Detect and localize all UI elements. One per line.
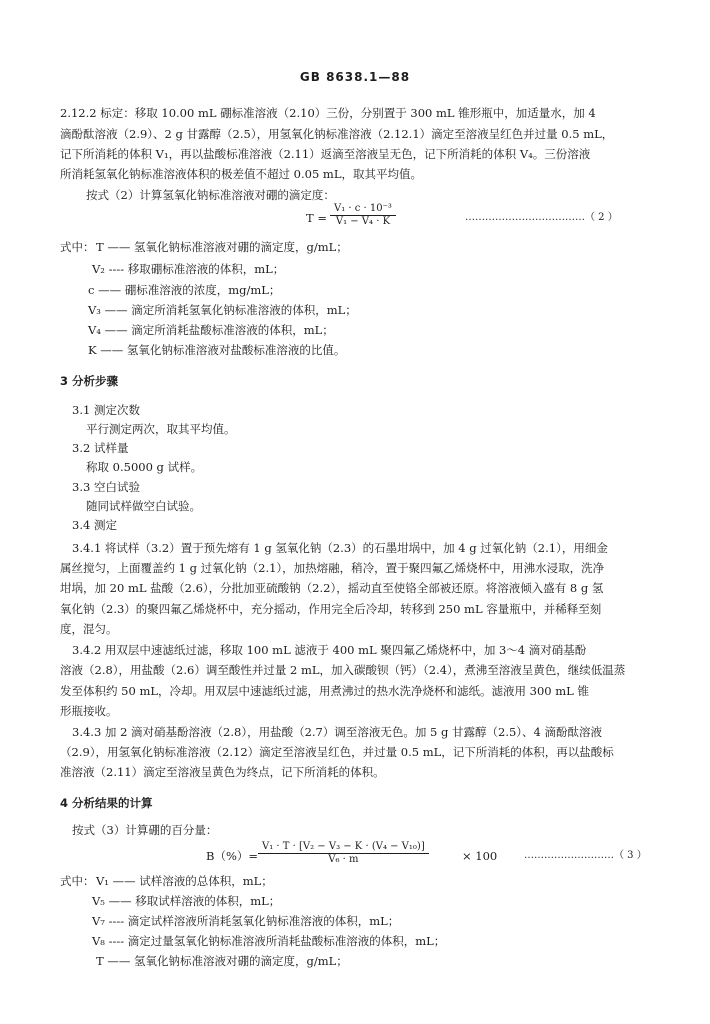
para-2-12-2-line-4: 所消耗氢氧化钠标准溶液体积的极差值不超过 0.05 mL，取其平均值。	[60, 167, 422, 181]
legend-2-item: V₃ —— 滴定所消耗氢氧化钠标准溶液的体积，mL；	[88, 303, 357, 317]
section-3-3-text: 随同试样做空白试验。	[86, 499, 201, 513]
legend-3-intro: 式中：	[60, 874, 95, 888]
legend-2-item: K —— 氢氧化钠标准溶液对盐酸标准溶液的比值。	[88, 343, 346, 357]
formula-3-tail: × 100	[462, 849, 498, 863]
section-3-1-text: 平行测定两次，取其平均值。	[86, 422, 236, 436]
legend-2-item: T —— 氢氧化钠标准溶液对硼的滴定度，g/mL；	[96, 240, 348, 254]
formula-3-denominator: V₆ · m	[258, 853, 429, 866]
formula-2-denominator: V₁ − V₄ · K	[330, 215, 396, 228]
para-3-4-2-line: 3.4.2 用双层中速滤纸过滤，移取 100 mL 滤液于 400 mL 聚四氟乙烯烧杯中，加 3～4 滴对硝基酚	[72, 643, 587, 657]
section-3-3-title: 3.3 空白试验	[72, 480, 140, 494]
legend-3-item: V₇ ---- 滴定试样溶液所消耗氢氧化钠标准溶液的体积，mL；	[92, 914, 400, 928]
legend-2-intro: 式中：	[60, 240, 95, 254]
legend-3-item: V₈ ---- 滴定过量氢氧化钠标准溶液所消耗盐酸标准溶液的体积，mL；	[92, 934, 446, 948]
para-3-4-2-line: 溶液（2.8），用盐酸（2.6）调至酸性并过量 2 mL，加入碳酸钡（钙）（2.4），煮沸至溶液呈黄色，继续低温蒸	[60, 663, 626, 677]
standard-number-header: GB 8638.1—88	[299, 70, 411, 84]
para-3-4-1-line: 度，混匀。	[60, 622, 118, 636]
para-3-4-1-line: 3.4.1 将试样（3.2）置于预先熔有 1 g 氢氧化钠（2.3）的石墨坩埚中，加 4 g 过氧化钠（2.1），用细金	[72, 541, 608, 555]
formula-2-lhs: T =	[306, 211, 327, 225]
para-3-4-1-line: 坩埚，加 20 mL 盐酸（2.6），分批加亚硫酸钠（2.2），摇动直至使铬全部被还原。将溶液倾入盛有 8 g 氢	[60, 581, 604, 595]
para-2-12-2-line-3: 记下所消耗的体积 V₁，再以盐酸标准溶液（2.11）返滴至溶液呈无色，记下所消耗的体积 V₄。三份溶液	[60, 147, 591, 161]
section-4-heading: 4 分析结果的计算	[60, 796, 153, 810]
para-2-12-2-line-1: 2.12.2 标定：移取 10.00 mL 硼标准溶液（2.10）三份，分别置于 300 mL 锥形瓶中，加适量水，加 4	[60, 106, 596, 120]
para-3-4-1-line: 氧化钠（2.3）的聚四氟乙烯烧杯中，充分摇动，作用完全后冷却，转移到 250 mL 容量瓶中，并稀释至刻	[60, 602, 602, 616]
legend-2-item: c —— 硼标准溶液的浓度，mg/mL；	[88, 283, 281, 297]
section-3-2-title: 3.2 试样量	[72, 441, 129, 455]
legend-2-item: V₂ ---- 移取硼标准溶液的体积，mL；	[92, 262, 285, 276]
para-3-4-2-line: 发至体积约 50 mL，冷却。用双层中速滤纸过滤，用煮沸过的热水洗净烧杯和滤纸。滤液用 300 mL 锥	[60, 684, 589, 698]
section-3-2-text: 称取 0.5000 g 试样。	[86, 460, 203, 474]
formula-3-fraction	[258, 841, 429, 866]
legend-3-item: T —— 氢氧化钠标准溶液对硼的滴定度，g/mL；	[96, 954, 348, 968]
para-3-4-2-line: 形瓶接收。	[60, 704, 118, 718]
formula-2-fraction	[330, 203, 396, 228]
section-3-4-title: 3.4 测定	[72, 518, 117, 532]
para-3-4-3-line: 准溶液（2.11）滴定至溶液呈黄色为终点，记下所消耗的体积。	[60, 765, 385, 779]
para-3-4-1-line: 属丝搅匀，上面覆盖约 1 g 过氧化钠（2.1），加热熔融，稍冷，置于聚四氟乙烯烧杯中，用沸水浸取，洗净	[60, 561, 605, 575]
section-3-heading: 3 分析步骤	[60, 374, 119, 388]
formula-2-number: ………………………………（ 2 ）	[465, 212, 618, 223]
formula-2-intro: 按式（2）计算氢氧化钠标准溶液对硼的滴定度：	[86, 188, 335, 202]
formula-3-lhs: B（%）=	[206, 849, 259, 863]
formula-3-numerator: V₁ · T · [V₂ − V₃ − K · (V₄ − V₁₀)]	[262, 841, 425, 852]
legend-3-item: V₅ —— 移取试样溶液的体积，mL；	[92, 894, 281, 908]
legend-2-item: V₄ —— 滴定所消耗盐酸标准溶液的体积，mL；	[88, 323, 334, 337]
para-2-12-2-line-2: 滴酚酞溶液（2.9）、2 g 甘露醇（2.5），用氢氧化钠标准溶液（2.12.1）滴定至溶液呈红色并过量 0.5 mL，	[60, 127, 614, 141]
formula-2-numerator: V₁ · c · 10⁻³	[334, 203, 392, 214]
para-3-4-3-line: 3.4.3 加 2 滴对硝基酚溶液（2.8），用盐酸（2.7）调至溶液无色。加 5 g 甘露醇（2.5）、4 滴酚酞溶液	[72, 725, 603, 739]
formula-3-number: ………………………（ 3 ）	[524, 850, 647, 861]
formula-3-intro: 按式（3）计算硼的百分量：	[72, 823, 218, 837]
legend-3-item: V₁ —— 试样溶液的总体积，mL；	[96, 874, 273, 888]
para-3-4-3-line: （2.9），用氢氧化钠标准溶液（2.12）滴定至溶液呈红色，并过量 0.5 mL，记下所消耗的体积，再以盐酸标	[60, 745, 614, 759]
section-3-1-title: 3.1 测定次数	[72, 403, 140, 417]
